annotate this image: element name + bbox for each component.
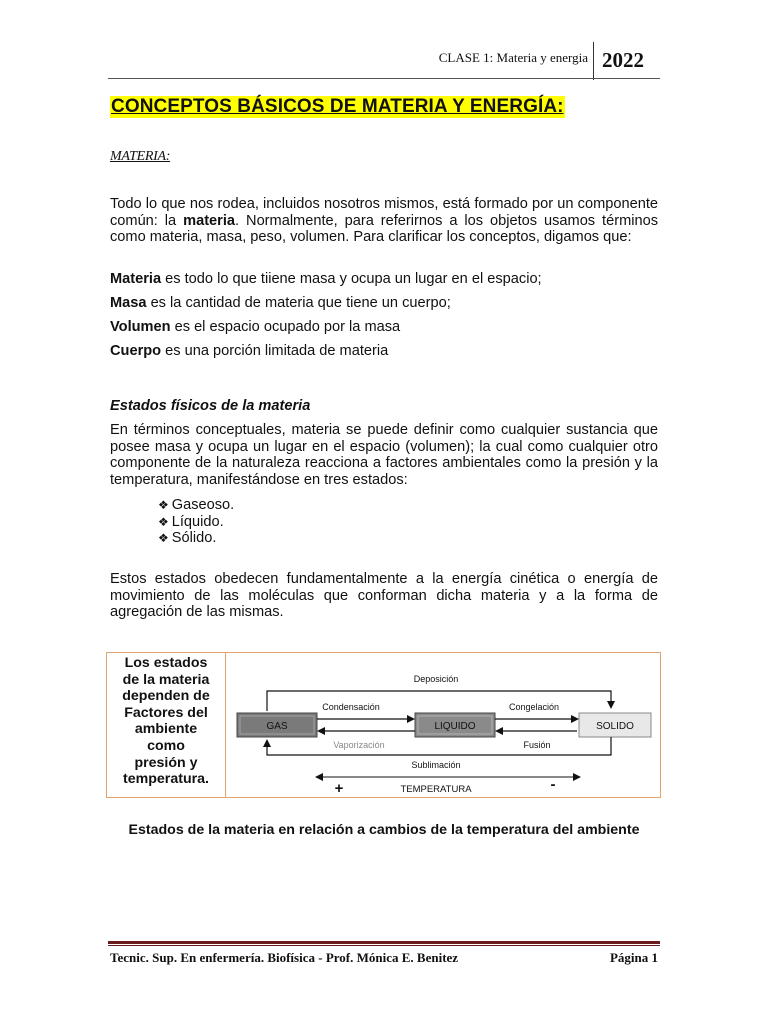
definition-line	[110, 271, 542, 288]
definition-line	[110, 319, 400, 336]
intro-text-1: Todo lo que nos rodea, incluidos nosotros mismos, está formado por un componente común: la	[110, 196, 658, 229]
figure-divider	[225, 653, 226, 797]
estados-heading: Estados físicos de la materia	[110, 398, 311, 414]
label-minus: -	[550, 776, 556, 793]
list-item: ❖ Líquido.	[158, 513, 224, 530]
definition-line	[110, 343, 388, 360]
footer-rule-thin	[108, 945, 660, 946]
label-plus: +	[334, 780, 344, 797]
definition-text: es el espacio ocupado por la masa	[170, 319, 401, 335]
footer-author: Tecnic. Sup. En enfermería. Biofísica - Prof. Mónica E. Benitez	[110, 950, 459, 965]
label-sublimacion: Sublimación	[411, 760, 461, 770]
intro-text-2: . Normalmente, para referirnos a los objetos usamos términos como materia, masa, peso, volumen. Para clarificar los conceptos, digamos que:	[110, 212, 659, 246]
intro-bold-materia: materia	[183, 212, 236, 229]
definition-term: Cuerpo	[110, 343, 162, 359]
header-class-title: CLASE 1: Materia y energia	[438, 50, 588, 65]
list-item: ❖ Sólido.	[158, 530, 217, 547]
label-gas: GAS	[266, 721, 288, 732]
label-congelacion: Congelación	[508, 702, 560, 712]
definition-text: es una porción limitada de materia	[161, 343, 389, 359]
page-title: CONCEPTOS BÁSICOS DE MATERIA Y ENERGÍA:	[111, 96, 564, 117]
list-item: ❖ Gaseoso.	[158, 497, 235, 513]
header-year: 2022	[602, 48, 644, 72]
deposicion-path	[267, 691, 611, 711]
diamond-bullet-icon: ❖	[158, 531, 169, 546]
header-divider	[593, 42, 594, 80]
materia-heading: MATERIA:	[110, 149, 171, 164]
figure-side-text: Los estados de la materia dependen de Factores del ambiente como presión y temperatura.	[122, 655, 210, 788]
header-rule	[108, 78, 660, 79]
diamond-bullet-icon: ❖	[158, 498, 169, 512]
diamond-bullet-icon: ❖	[158, 514, 169, 529]
estados-paragraph: En términos conceptuales, materia se puede definir como cualquier sustancia que posee masa y ocupa un lugar en el espacio (volumen); la cual como cualquier otro componente de la naturaleza reacciona a factores ambientales como la presión y la temperatura, manifestándose en tres estados:	[110, 422, 658, 488]
definition-term: Materia	[110, 271, 162, 287]
label-vaporizacion: Vaporización	[333, 740, 385, 750]
footer-rule-thick	[108, 941, 660, 944]
estados-list	[158, 497, 234, 547]
figure-caption: Estados de la materia en relación a cambios de la temperatura del ambiente	[128, 822, 640, 838]
label-temperatura: TEMPERATURA	[400, 784, 472, 795]
label-solido: SOLIDO	[596, 721, 634, 732]
definition-line	[110, 295, 451, 312]
definition-term: Volumen	[110, 319, 171, 335]
intro-paragraph	[110, 196, 658, 246]
states-diagram	[227, 653, 657, 797]
energia-paragraph: Estos estados obedecen fundamentalmente a la energía cinética o energía de movimiento de las moléculas que conforman dicha materia y a la forma de agregación de las mismas.	[110, 571, 658, 621]
sublimacion-path	[267, 737, 611, 755]
label-deposicion: Deposición	[413, 674, 459, 684]
label-fusion: Fusión	[523, 740, 551, 750]
footer-page-number: Página 1	[609, 950, 658, 965]
definition-term: Masa	[110, 295, 147, 311]
definition-text: es todo lo que tiiene masa y ocupa un lugar en el espacio;	[161, 271, 542, 287]
label-liquido: LIQUIDO	[434, 721, 476, 732]
label-condensacion: Condensación	[322, 702, 380, 712]
definition-text: es la cantidad de materia que tiene un cuerpo;	[146, 295, 451, 311]
states-figure	[106, 652, 661, 798]
